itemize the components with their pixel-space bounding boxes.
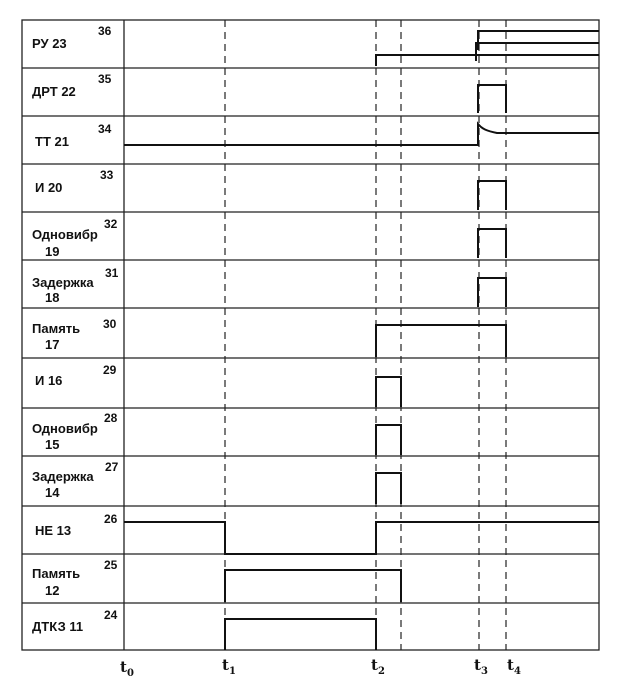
row-label-zaderzhka14: Задержка (32, 469, 94, 484)
drt22-waveform (478, 85, 506, 113)
row-label-pamyat17-num: 17 (45, 337, 60, 352)
odnovibr15-waveform (376, 425, 401, 455)
row-label-ru23: РУ 23 (32, 36, 67, 51)
i20-waveform (478, 181, 506, 210)
ru23-waveform-b (476, 43, 599, 61)
row-label-dtkz11: ДТКЗ 11 (32, 619, 84, 634)
row-number-29: 29 (103, 363, 117, 377)
outer-frame (22, 20, 599, 650)
pamyat12-waveform (225, 570, 401, 602)
row-number-30: 30 (103, 317, 117, 331)
row-number-25: 25 (104, 558, 118, 572)
row-number-27: 27 (105, 460, 119, 474)
time-label-t2: $t_2$ (371, 656, 385, 677)
time-label-t1: $t_1$ (222, 656, 236, 677)
row-number-33: 33 (100, 168, 114, 182)
row-label-zaderzhka18: Задержка (32, 275, 94, 290)
row-label-i20: И 20 (35, 180, 63, 195)
row-number-24: 24 (104, 608, 118, 622)
time-label-t0: $t_0$ (120, 658, 134, 679)
ru23-waveform-c (478, 31, 599, 50)
row-number-26: 26 (104, 512, 118, 526)
row-label-zaderzhka18-num: 18 (45, 290, 60, 305)
row-label-pamyat12: Память (32, 566, 81, 581)
tt21-waveform (124, 124, 599, 145)
dtkz11-waveform (225, 619, 376, 650)
row-number-31: 31 (105, 266, 119, 280)
row-number-28: 28 (104, 411, 118, 425)
time-axis-labels (120, 656, 521, 679)
time-marker-lines (225, 20, 506, 650)
time-label-t4: $t_4$ (507, 656, 521, 677)
row-number-36: 36 (98, 24, 112, 38)
row-number-34: 34 (98, 122, 112, 136)
row-label-odnovibr15: Одновибр (32, 421, 98, 436)
row-label-i16: И 16 (35, 373, 63, 388)
row-label-pamyat12-num: 12 (45, 583, 60, 598)
zaderzhka18-waveform (478, 278, 506, 307)
row-label-odnovibr15-num: 15 (45, 437, 60, 452)
row-label-drt22: ДРТ 22 (32, 84, 76, 99)
row-label-odnovibr19: Одновибр (32, 227, 98, 242)
zaderzhka14-waveform (376, 473, 401, 504)
pamyat17-waveform (376, 325, 506, 357)
row-number-35: 35 (98, 72, 112, 86)
waveforms (124, 31, 599, 650)
row-label-odnovibr19-num: 19 (45, 244, 60, 259)
row-label-tt21: ТТ 21 (35, 134, 69, 149)
time-label-t3: $t_3$ (474, 656, 488, 677)
row-label-pamyat17: Память (32, 321, 81, 336)
row-label-ne13: НЕ 13 (35, 523, 72, 538)
grid-frame (22, 20, 599, 650)
ne13-waveform (124, 522, 599, 554)
row-number-32: 32 (104, 217, 118, 231)
ru23-waveform-a (376, 55, 599, 66)
odnovibr19-waveform (478, 229, 506, 258)
i16-waveform (376, 377, 401, 407)
row-label-zaderzhka14-num: 14 (45, 485, 60, 500)
